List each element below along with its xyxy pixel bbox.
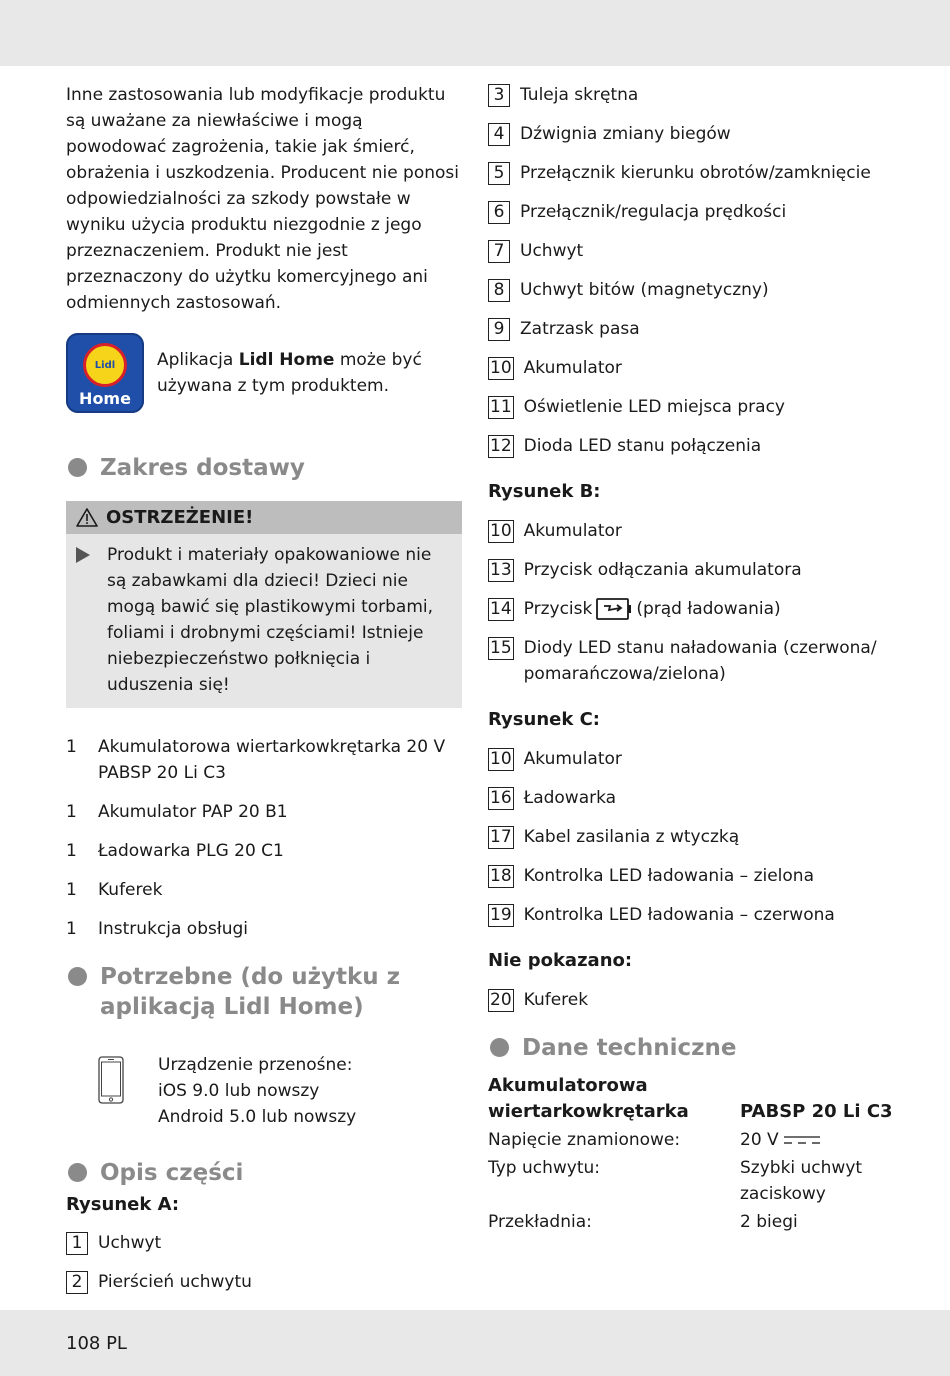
section-heading-required: Potrzebne (do użytku z aplikacją Lidl Home) (66, 962, 466, 1022)
list-item: 1 Instrukcja obsługi (66, 919, 248, 939)
page-number: 108 PL (66, 1333, 127, 1354)
bullet-icon (490, 1038, 509, 1057)
smartphone-icon (66, 1052, 158, 1130)
figure-b-label: Rysunek B: (488, 481, 601, 502)
part-item: 8 Uchwyt bitów (magnetyczny) (488, 277, 928, 303)
not-shown-label: Nie pokazano: (488, 950, 633, 971)
list-item: 1 Akumulator PAP 20 B1 (66, 802, 288, 822)
warning-title: OSTRZEŻENIE! (106, 507, 254, 528)
tech-data-table (488, 1073, 928, 1235)
figure-c-label: Rysunek C: (488, 709, 600, 730)
part-item: 13 Przycisk odłączania akumulatora (490, 560, 802, 580)
part-item: 16 Ładowarka (490, 788, 617, 808)
part-item: 9 Zatrzask pasa (488, 316, 928, 342)
list-item: 1 Ładowarka PLG 20 C1 (66, 841, 284, 861)
part-item: 15 Diody LED stanu naładowania (czerwona/ pomarańczowa/zielona) (490, 638, 877, 684)
part-item: 6 Przełącznik/regulacja prędkości (488, 199, 928, 225)
lidl-logo: Lidl (83, 343, 127, 387)
tech-row-chuck: Typ uchwytu: Szybki uchwyt zaciskowy (488, 1158, 863, 1204)
lidl-app-text: Aplikacja Lidl Home może być używana z tym produktem. (157, 350, 422, 396)
part-item: 4 Dźwignia zmiany biegów (488, 121, 928, 147)
charge-button-icon (596, 597, 632, 621)
warning-body (66, 534, 462, 698)
left-column (66, 82, 466, 1308)
part-item: 11 Oświetlenie LED miejsca pracy (490, 397, 785, 417)
warning-triangle-icon (76, 508, 98, 527)
tech-row-voltage: Napięcie znamionowe: 20 V (488, 1127, 928, 1153)
part-item: 10 Akumulator (490, 358, 622, 378)
part-item: 2 Pierścień uchwytu (66, 1269, 466, 1295)
bullet-icon (68, 1163, 87, 1182)
bullet-icon (68, 967, 87, 986)
part-item: 5 Przełącznik kierunku obrotów/zamknięcie (488, 160, 928, 186)
required-device-text: Urządzenie przenośne: iOS 9.0 lub nowszy Android 5.0 lub nowszy (158, 1055, 357, 1127)
warning-text: Produkt i materiały opakowaniowe nie są zabawkami dla dzieci! Dzieci nie mogą bawić się plastikowymi torbami, foliami i drobnymi częściami! Istnieje niebezpieczeństwo połknięcia i uduszenia się! (107, 545, 434, 695)
warning-header (66, 501, 462, 534)
lidl-app-block (66, 333, 466, 413)
part-item: 1 Uchwyt (66, 1230, 466, 1256)
part-item: 14 Przycisk (prąd ładowania) (490, 599, 781, 619)
section-heading-parts: Opis części (66, 1158, 466, 1188)
part-item: 10 Akumulator (490, 521, 622, 541)
dc-current-icon (783, 1134, 821, 1146)
list-item: 1 Kuferek (66, 880, 163, 900)
part-item: 7 Uchwyt (488, 238, 928, 264)
warning-box (66, 501, 462, 708)
list-item: 1 Akumulatorowa wiertarkowkrętarka 20 V PABSP 20 Li C3 (66, 737, 446, 783)
intro-paragraph: Inne zastosowania lub modyfikacje produktu są uważane za niewłaściwe i mogą powodować zagrożenia, takie jak śmierć, obrażenia i uszkodzenia. Producent nie ponosi odpowiedzialności za szkody powstałe w wyniku użycia produktu niezgodnie z jego przeznaczeniem. Produkt nie jest przeznaczony do użytku komercyjnego ani odmiennych zastosowań. (66, 85, 460, 313)
tech-row-gear: Przekładnia: 2 biegi (488, 1212, 798, 1232)
right-column (488, 82, 928, 1237)
delivery-list (66, 734, 466, 942)
section-heading-delivery: Zakres dostawy (66, 453, 466, 483)
part-item: 19 Kontrolka LED ładowania – czerwona (490, 905, 835, 925)
section-heading-tech: Dane techniczne (488, 1033, 928, 1063)
part-item: 3 Tuleja skrętna (488, 82, 928, 108)
bullet-icon (68, 458, 87, 477)
page-footer-bar (0, 1310, 950, 1376)
part-item: 10 Akumulator (490, 749, 622, 769)
tech-row-product: Akumulatorowa wiertarkowkrętarka PABSP 20 Li C3 (488, 1075, 893, 1122)
part-item: 12 Dioda LED stanu połączenia (490, 436, 762, 456)
figure-a-label: Rysunek A: (66, 1194, 180, 1215)
part-item: 17 Kabel zasilania z wtyczką (490, 827, 740, 847)
part-item: 20 Kuferek (490, 990, 589, 1010)
arrow-bullet-icon (76, 547, 90, 563)
part-item: 18 Kontrolka LED ładowania – zielona (490, 866, 815, 886)
required-device-block (66, 1052, 466, 1130)
page-header-bar (0, 0, 950, 66)
lidl-home-app-icon (66, 333, 144, 413)
lidl-home-label: Home (79, 389, 131, 408)
